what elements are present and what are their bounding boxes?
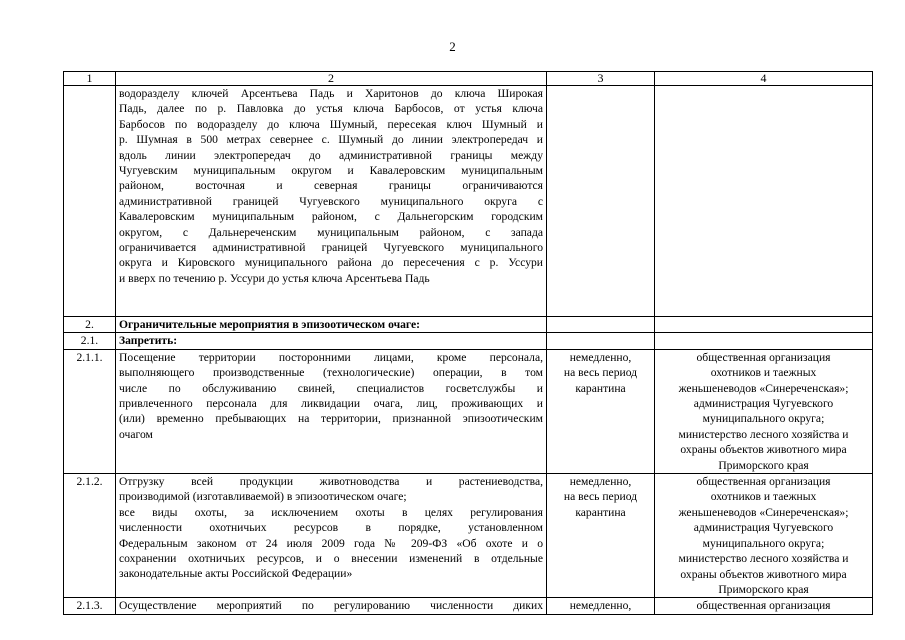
- text-line: Падь, далее по р. Павловка до устья ключа Барбосов, от устья ключа: [119, 102, 543, 116]
- text-line: Осуществление мероприятий по регулированию численности диких: [119, 599, 543, 613]
- term-line: на весь период: [563, 366, 638, 380]
- term-cell: немедленно,: [547, 598, 655, 614]
- text-line: ограничивается административной границей Чугуевского муниципального: [119, 240, 543, 254]
- text-line: округом, с Дальнереченским муниципальным районом, с запада: [119, 225, 543, 239]
- text-line: выполняющего производственные (технологические) операции, в том: [119, 366, 543, 380]
- responsible-line: охотников и таежных: [710, 490, 817, 504]
- text-line: производимой (изготавливаемой) в эпизоотическом очаге;: [119, 490, 407, 504]
- text-line: законодательные акты Российской Федерации»: [119, 567, 353, 581]
- text-line: водоразделу ключей Арсентьева Падь и Харитонов до ключа Широкая: [119, 87, 543, 100]
- measures-table: [63, 71, 873, 615]
- table-row-2-1-3: [64, 598, 873, 614]
- responsible-line: общественная организация: [696, 350, 831, 364]
- row-number-empty: [64, 86, 116, 317]
- measure-text: [116, 349, 547, 473]
- term-empty: [547, 317, 655, 333]
- responsible-empty: [655, 333, 873, 349]
- responsible-line: министерство лесного хозяйства и: [678, 427, 849, 441]
- measure-text: [116, 474, 547, 598]
- row-number: 2.1.3.: [64, 598, 116, 614]
- table-row-section-2-1: [64, 333, 873, 349]
- text-line: районом, восточная и северная границы ограничиваются: [119, 179, 543, 193]
- section-title: Запретить:: [116, 333, 547, 349]
- responsible-line: Приморского края: [718, 458, 809, 472]
- term-line: карантина: [575, 505, 626, 519]
- measure-text: [116, 598, 547, 614]
- responsible-empty: [655, 317, 873, 333]
- table-row-2-1-2: [64, 474, 873, 598]
- responsible-line: администрация Чугуевского: [693, 397, 834, 411]
- text-line: и вверх по течению р. Уссури до устья ключа Арсентьева Падь: [119, 271, 430, 285]
- term-line: карантина: [575, 381, 626, 395]
- text-line: привлеченного персонала для ликвидации очага, лиц, проживающих и: [119, 396, 543, 410]
- page-number: 2: [449, 39, 456, 54]
- header-col-1: 1: [64, 72, 116, 86]
- responsible-cell: [655, 349, 873, 473]
- continuation-text: [116, 86, 547, 317]
- text-line: числе по обслуживанию свиней, специалистов госветслужбы и: [119, 381, 543, 395]
- table-header-row: [64, 72, 873, 86]
- row-number: 2.: [64, 317, 116, 333]
- responsible-line: охотников и таежных: [710, 366, 817, 380]
- text-line: Федеральным законом от 24 июля 2009 года № 209-ФЗ «Об охоте и о: [119, 536, 543, 550]
- responsible-line: общественная организация: [696, 475, 831, 489]
- term-cell: [547, 349, 655, 473]
- text-line: численности охотничьих ресурсов в порядке, установленном: [119, 521, 543, 535]
- term-empty: [547, 86, 655, 317]
- header-col-3: 3: [547, 72, 655, 86]
- row-number: 2.1.1.: [64, 349, 116, 473]
- responsible-line: охраны объектов животного мира: [680, 567, 847, 581]
- text-line: Кавалеровским муниципальным районом, с Дальнегорским городским: [119, 210, 543, 224]
- section-title: Ограничительные мероприятия в эпизоотическом очаге:: [116, 317, 547, 333]
- responsible-cell: общественная организация: [655, 598, 873, 614]
- row-number: 2.1.: [64, 333, 116, 349]
- text-line: очагом: [119, 427, 153, 441]
- responsible-empty: [655, 86, 873, 317]
- table-row-continuation: [64, 86, 873, 317]
- term-line: немедленно,: [569, 475, 632, 489]
- text-line: вдоль линии электропередач до административной границы между: [119, 148, 543, 162]
- text-line: округа и Кировского муниципального района до пересечения с р. Уссури: [119, 256, 543, 270]
- text-line: Чугуевским муниципальным округом и Кавалеровским муниципальным: [119, 163, 543, 177]
- term-empty: [547, 333, 655, 349]
- text-line: все виды охоты, за исключением охоты в целях регулирования: [119, 505, 543, 519]
- term-cell: [547, 474, 655, 598]
- responsible-line: муниципального округа;: [702, 536, 825, 550]
- text-line: Отгрузку всей продукции животноводства и растениеводства,: [119, 475, 543, 489]
- responsible-line: охраны объектов животного мира: [680, 443, 847, 457]
- responsible-line: министерство лесного хозяйства и: [678, 552, 849, 566]
- text-line: Посещение территории посторонними лицами, кроме персонала,: [119, 350, 543, 364]
- responsible-line: Приморского края: [718, 582, 809, 596]
- table-row-section-2: [64, 317, 873, 333]
- text-line: (или) временно пребывающих на территории, признанной эпизоотическим: [119, 412, 543, 426]
- responsible-cell: [655, 474, 873, 598]
- term-line: немедленно,: [569, 350, 632, 364]
- text-line: Барбосов по водоразделу до ключа Шумный, пересекая ключ Шумный и: [119, 117, 543, 131]
- text-line: сохранении охотничьих ресурсов, и о внесении изменений в отдельные: [119, 552, 543, 566]
- responsible-line: женьшеневодов «Синереченская»;: [678, 381, 849, 395]
- responsible-line: администрация Чугуевского: [693, 521, 834, 535]
- header-col-4: 4: [655, 72, 873, 86]
- header-col-2: 2: [116, 72, 547, 86]
- text-line: административной границей Чугуевского муниципального округа с: [119, 194, 543, 208]
- text-line: р. Шумная в 500 метрах севернее с. Шумный до линии электропередач и: [119, 133, 543, 147]
- table-row-2-1-1: [64, 349, 873, 473]
- responsible-line: женьшеневодов «Синереченская»;: [678, 505, 849, 519]
- row-number: 2.1.2.: [64, 474, 116, 598]
- responsible-line: муниципального округа;: [702, 412, 825, 426]
- term-line: на весь период: [563, 490, 638, 504]
